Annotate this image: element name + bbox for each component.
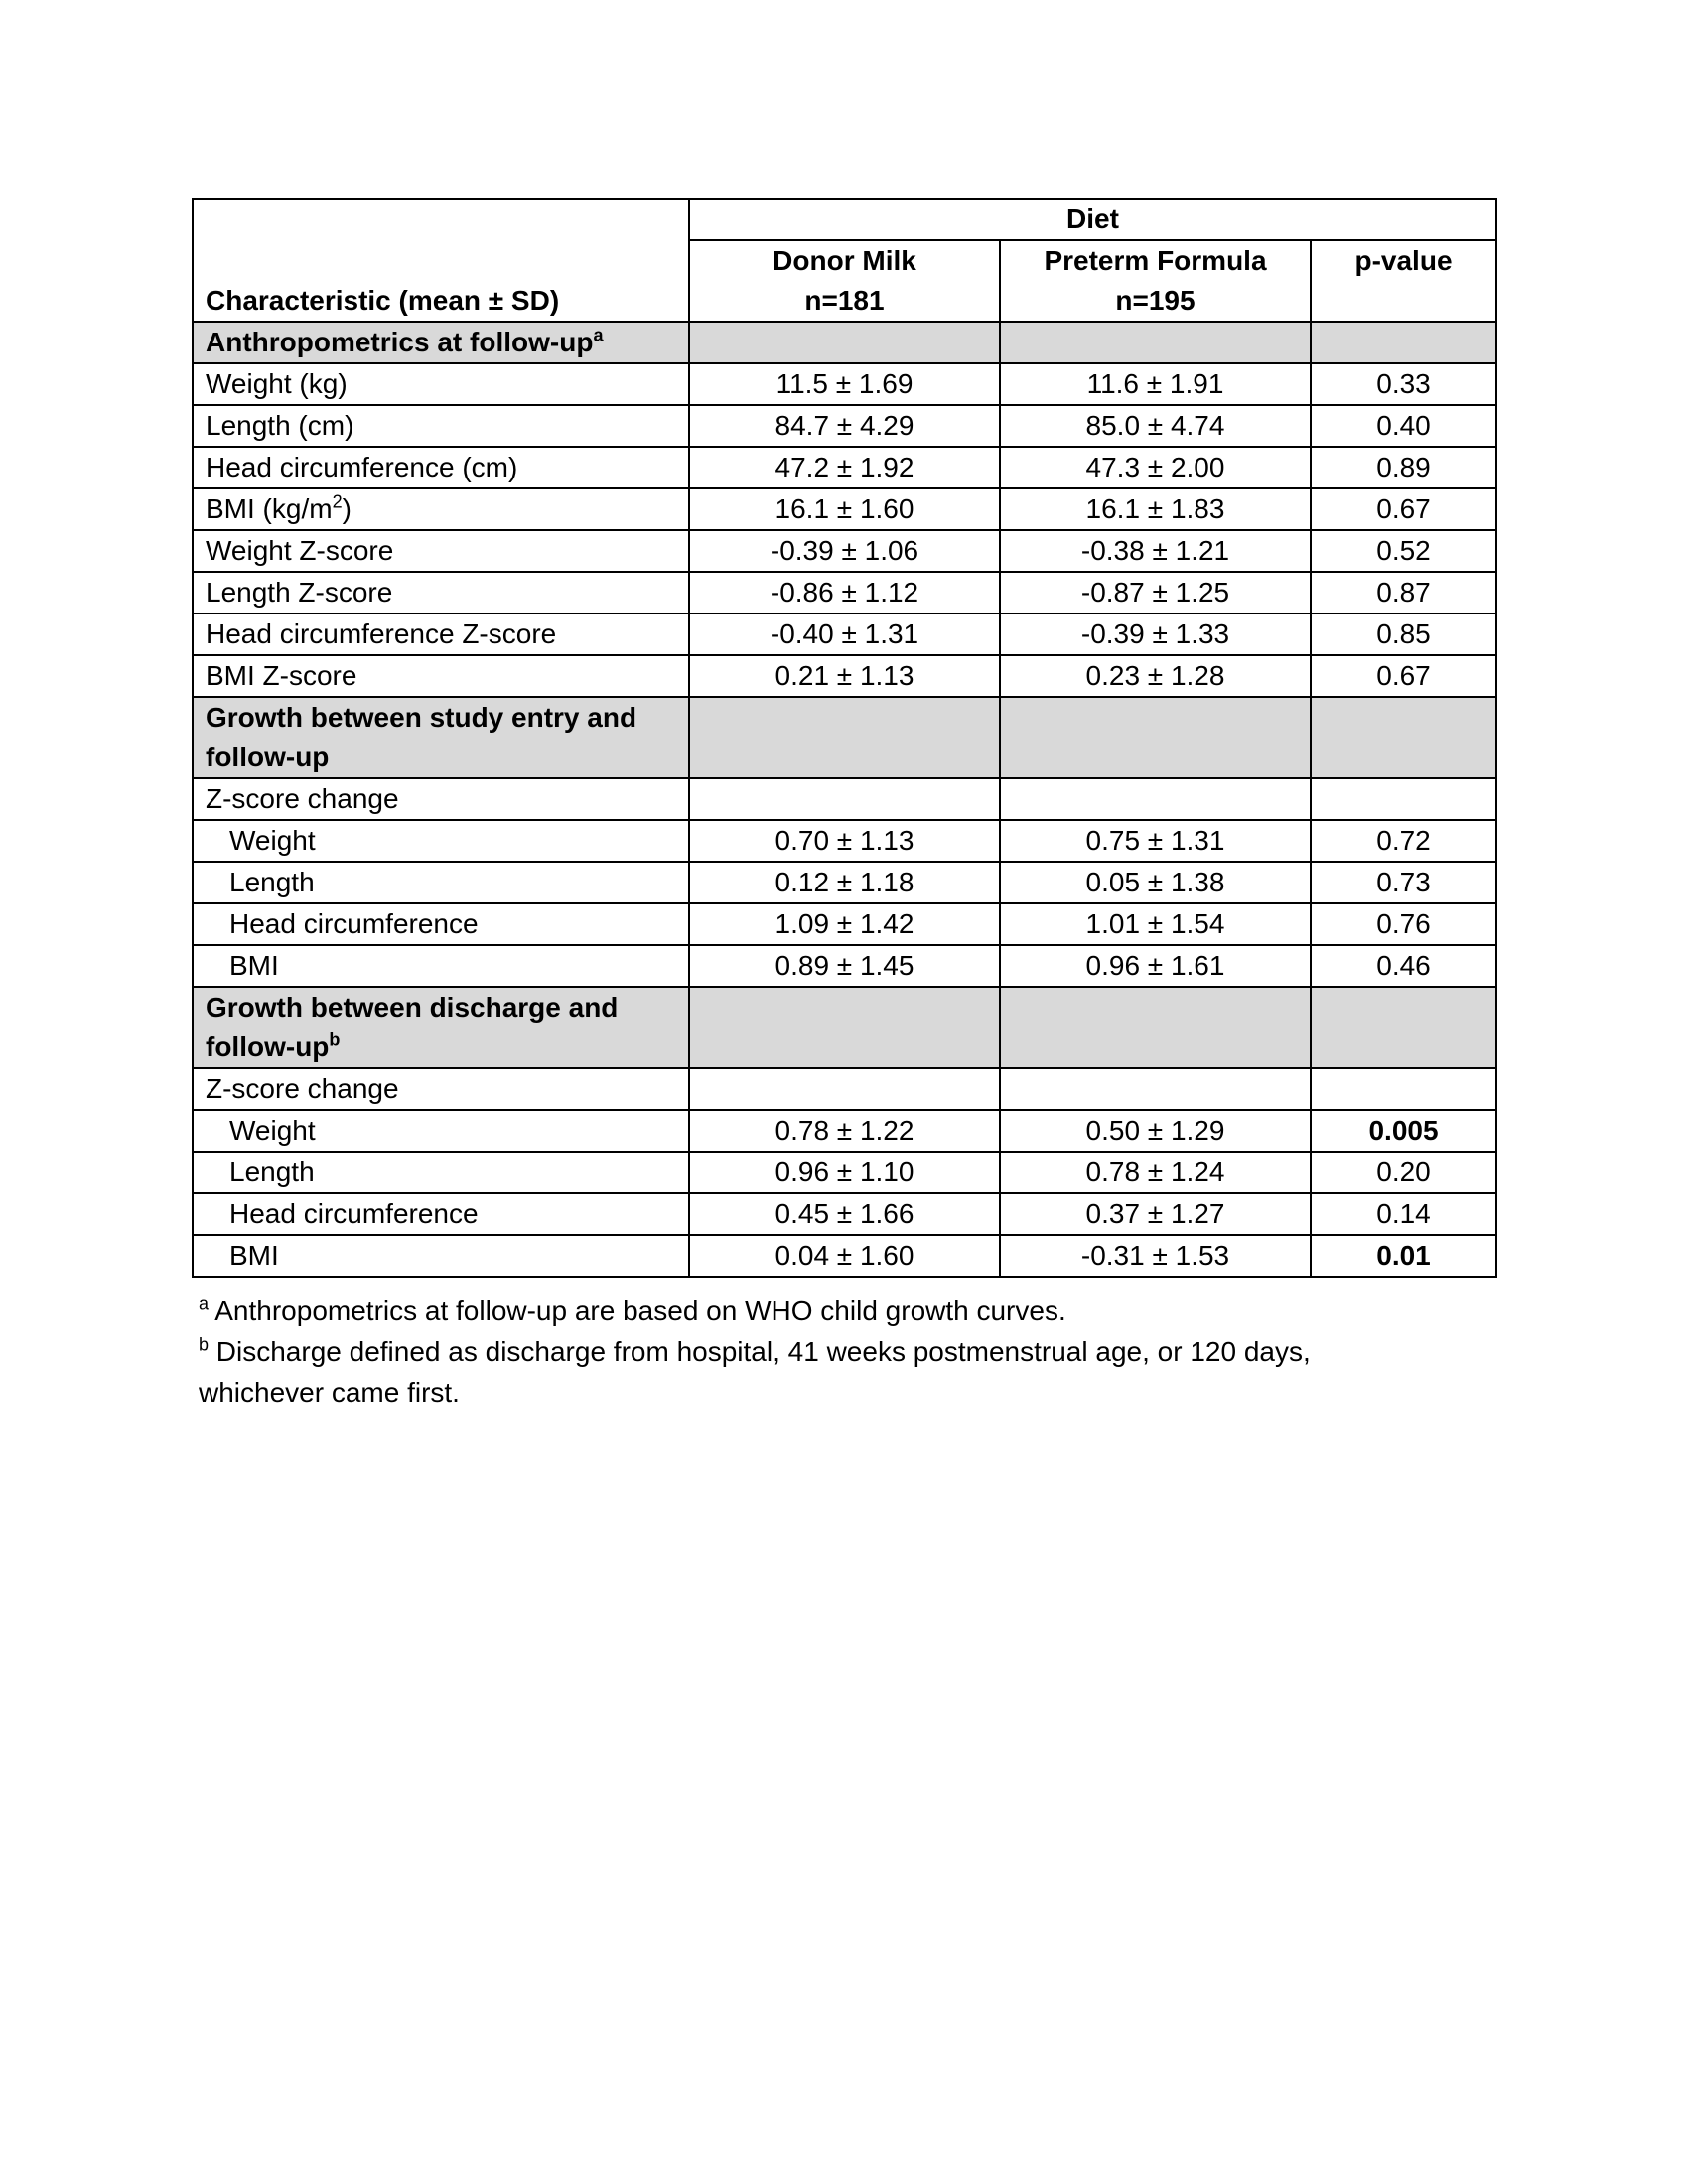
row-label: Weight: [193, 820, 689, 862]
footnote-b-text: Discharge defined as discharge from hospital, 41 weeks postmenstrual age, or 120 days,: [215, 1336, 1311, 1367]
section-anthropometrics: [193, 322, 1496, 363]
donor-milk-value: 1.09 ± 1.42: [689, 903, 1000, 945]
section-title-line1: Growth between study entry and: [206, 702, 637, 733]
table-row: [193, 945, 1496, 987]
donor-milk-value: 84.7 ± 4.29: [689, 405, 1000, 447]
table-row: [193, 655, 1496, 697]
p-value: 0.87: [1311, 572, 1496, 614]
donor-milk-value: 0.45 ± 1.66: [689, 1193, 1000, 1235]
p-value: 0.33: [1311, 363, 1496, 405]
diet-header: Diet: [689, 199, 1496, 240]
section-growth-study-entry: [193, 697, 1496, 778]
row-label: Head circumference: [193, 903, 689, 945]
row-label-text: BMI (kg/m: [206, 493, 333, 524]
preterm-formula-value: 0.37 ± 1.27: [1000, 1193, 1311, 1235]
p-value: 0.67: [1311, 488, 1496, 530]
subheader-row: [193, 778, 1496, 820]
section-title-line2: follow-up: [206, 1031, 330, 1062]
p-value: 0.85: [1311, 614, 1496, 655]
footnote-b-continued: whichever came first.: [199, 1377, 460, 1408]
donor-milk-value: 47.2 ± 1.92: [689, 447, 1000, 488]
p-value: 0.76: [1311, 903, 1496, 945]
donor-milk-value: 16.1 ± 1.60: [689, 488, 1000, 530]
row-label: BMI: [193, 1235, 689, 1277]
p-value: 0.01: [1311, 1235, 1496, 1277]
section-title-line1: Growth between discharge and: [206, 992, 619, 1023]
donor-milk-value: 0.70 ± 1.13: [689, 820, 1000, 862]
row-label: Head circumference: [193, 1193, 689, 1235]
row-label: Head circumference (cm): [193, 447, 689, 488]
section-growth-discharge: [193, 987, 1496, 1068]
row-label: BMI: [193, 945, 689, 987]
subheader-label: Z-score change: [193, 778, 689, 820]
donor-milk-value: -0.86 ± 1.12: [689, 572, 1000, 614]
p-value: 0.20: [1311, 1152, 1496, 1193]
row-label: Length Z-score: [193, 572, 689, 614]
donor-milk-header: [689, 240, 1000, 322]
donor-milk-value: 0.21 ± 1.13: [689, 655, 1000, 697]
table-row: [193, 614, 1496, 655]
p-value-header: p-value: [1311, 240, 1496, 322]
table-row: [193, 488, 1496, 530]
row-label: Weight: [193, 1110, 689, 1152]
subheader-row: [193, 1068, 1496, 1110]
footnote-marker-b: b: [199, 1334, 210, 1355]
table-row: [193, 447, 1496, 488]
row-label: Weight Z-score: [193, 530, 689, 572]
preterm-formula-value: -0.87 ± 1.25: [1000, 572, 1311, 614]
donor-milk-label: Donor Milk: [773, 245, 916, 276]
donor-milk-value: -0.39 ± 1.06: [689, 530, 1000, 572]
preterm-formula-value: 0.05 ± 1.38: [1000, 862, 1311, 903]
footnote-marker-a: a: [199, 1294, 210, 1314]
row-label: Weight (kg): [193, 363, 689, 405]
preterm-formula-n: n=195: [1115, 285, 1196, 316]
p-value: 0.72: [1311, 820, 1496, 862]
footnote-ref-a: a: [593, 325, 604, 345]
preterm-formula-value: 16.1 ± 1.83: [1000, 488, 1311, 530]
preterm-formula-value: 0.50 ± 1.29: [1000, 1110, 1311, 1152]
p-value: 0.67: [1311, 655, 1496, 697]
preterm-formula-value: 47.3 ± 2.00: [1000, 447, 1311, 488]
row-label-suffix: ): [342, 493, 352, 524]
superscript: 2: [332, 491, 343, 512]
footnote-b: [199, 1331, 1489, 1372]
row-label: Length: [193, 1152, 689, 1193]
donor-milk-value: 0.04 ± 1.60: [689, 1235, 1000, 1277]
donor-milk-value: 0.78 ± 1.22: [689, 1110, 1000, 1152]
preterm-formula-value: 1.01 ± 1.54: [1000, 903, 1311, 945]
section-title: [193, 987, 689, 1068]
row-label: [193, 488, 689, 530]
donor-milk-value: -0.40 ± 1.31: [689, 614, 1000, 655]
subheader-label: Z-score change: [193, 1068, 689, 1110]
row-label: Length (cm): [193, 405, 689, 447]
results-table: [192, 198, 1497, 1278]
p-value: 0.14: [1311, 1193, 1496, 1235]
donor-milk-value: 0.12 ± 1.18: [689, 862, 1000, 903]
preterm-formula-value: -0.38 ± 1.21: [1000, 530, 1311, 572]
section-title-text: Anthropometrics at follow-up: [206, 327, 594, 357]
section-title: [193, 322, 689, 363]
section-title-line2-wrap: [206, 1027, 676, 1067]
footnote-ref-b: b: [329, 1029, 341, 1050]
preterm-formula-header: [1000, 240, 1311, 322]
table-row: [193, 405, 1496, 447]
donor-milk-value: 11.5 ± 1.69: [689, 363, 1000, 405]
table-row: [193, 1110, 1496, 1152]
section-title: [193, 697, 689, 778]
table-row: [193, 820, 1496, 862]
p-value: 0.40: [1311, 405, 1496, 447]
table-row: [193, 572, 1496, 614]
preterm-formula-value: 11.6 ± 1.91: [1000, 363, 1311, 405]
header-row-1: [193, 199, 1496, 240]
table-row: [193, 1235, 1496, 1277]
table-row: [193, 530, 1496, 572]
preterm-formula-value: 0.23 ± 1.28: [1000, 655, 1311, 697]
table-row: [193, 903, 1496, 945]
donor-milk-value: 0.96 ± 1.10: [689, 1152, 1000, 1193]
p-value: 0.46: [1311, 945, 1496, 987]
table-row: [193, 862, 1496, 903]
section-title-line2: follow-up: [206, 742, 330, 772]
table-row: [193, 1152, 1496, 1193]
p-value: 0.005: [1311, 1110, 1496, 1152]
donor-milk-n: n=181: [804, 285, 885, 316]
row-label: Length: [193, 862, 689, 903]
preterm-formula-value: 85.0 ± 4.74: [1000, 405, 1311, 447]
p-value: 0.89: [1311, 447, 1496, 488]
donor-milk-value: 0.89 ± 1.45: [689, 945, 1000, 987]
table-row: [193, 363, 1496, 405]
table-row: [193, 1193, 1496, 1235]
footnote-a: [199, 1291, 1489, 1331]
p-value: 0.73: [1311, 862, 1496, 903]
row-label: BMI Z-score: [193, 655, 689, 697]
footnotes: [199, 1291, 1489, 1413]
preterm-formula-value: 0.96 ± 1.61: [1000, 945, 1311, 987]
preterm-formula-value: -0.31 ± 1.53: [1000, 1235, 1311, 1277]
preterm-formula-value: -0.39 ± 1.33: [1000, 614, 1311, 655]
row-label: Head circumference Z-score: [193, 614, 689, 655]
preterm-formula-value: 0.75 ± 1.31: [1000, 820, 1311, 862]
footnote-a-text: Anthropometrics at follow-up are based on WHO child growth curves.: [214, 1296, 1066, 1326]
p-value: 0.52: [1311, 530, 1496, 572]
characteristic-header: Characteristic (mean ± SD): [193, 199, 689, 322]
preterm-formula-value: 0.78 ± 1.24: [1000, 1152, 1311, 1193]
preterm-formula-label: Preterm Formula: [1044, 245, 1267, 276]
